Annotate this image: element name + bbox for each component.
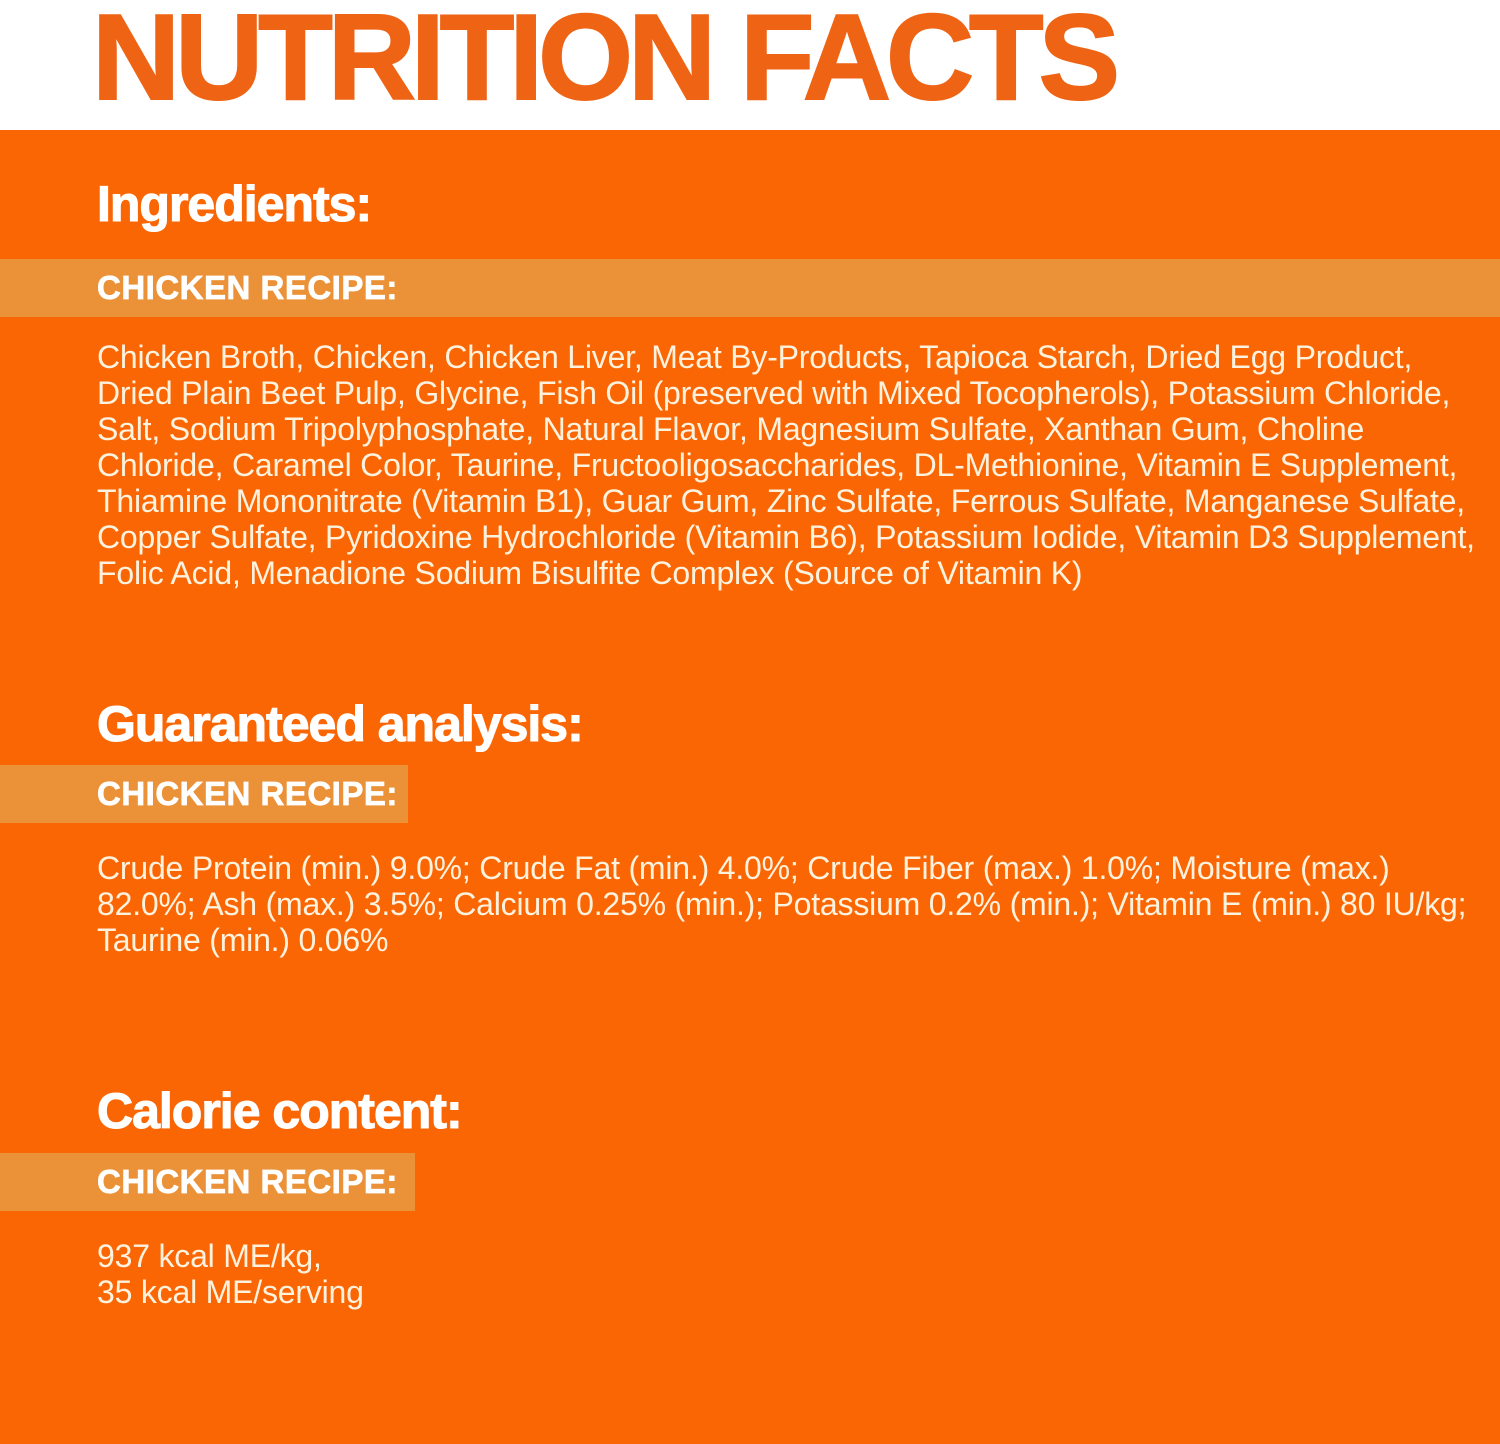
- ingredients-heading: Ingredients:: [97, 176, 372, 232]
- calorie-content-recipe-band: [0, 1153, 415, 1211]
- guaranteed-analysis-text: Crude Protein (min.) 9.0%; Crude Fat (min.) 4.0%; Crude Fiber (max.) 1.0%; Moisture (max.) 82.0%; Ash (max.) 3.5%; Calcium 0.25% (min.); Potassium 0.2% (min.); Vitamin E (min.) 80 IU/kg; Taurine (min.) 0.06%: [97, 850, 1467, 958]
- calorie-content-text: [97, 1238, 1477, 1310]
- calorie-content-heading: Calorie content:: [97, 1083, 462, 1139]
- guaranteed-analysis-heading: Guaranteed analysis:: [97, 696, 583, 752]
- calorie-kg-line: 937 kcal ME/kg,: [97, 1238, 322, 1274]
- ingredients-recipe-label: CHICKEN RECIPE:: [97, 269, 398, 306]
- guaranteed-analysis-recipe-band: [0, 765, 408, 823]
- ingredients-recipe-band: [0, 259, 1500, 317]
- calorie-content-recipe-label: CHICKEN RECIPE:: [97, 1163, 398, 1200]
- ingredients-text: Chicken Broth, Chicken, Chicken Liver, Meat By-Products, Tapioca Starch, Dried Egg Product, Dried Plain Beet Pulp, Glycine, Fish Oil (preserved with Mixed Tocopherols), Potassium Chloride, Salt, Sodium Tripolyphosphate, Natural Flavor, Magnesium Sulfate, Xanthan Gum, Choline Chloride, Caramel Color, Taurine, Fructooligosaccharides, DL-Methionine, Vitamin E Supplement, Thiamine Mononitrate (Vitamin B1), Guar Gum, Zinc Sulfate, Ferrous Sulfate, Manganese Sulfate, Copper Sulfate, Pyridoxine Hydrochloride (Vitamin B6), Potassium Iodide, Vitamin D3 Supplement, Folic Acid, Menadione Sodium Bisulfite Complex (Source of Vitamin K): [97, 339, 1475, 591]
- label-header: [0, 0, 1500, 130]
- guaranteed-analysis-recipe-label: CHICKEN RECIPE:: [97, 775, 398, 812]
- calorie-serving-line: 35 kcal ME/serving: [97, 1274, 364, 1310]
- page-title: NUTRITION FACTS: [92, 0, 1115, 125]
